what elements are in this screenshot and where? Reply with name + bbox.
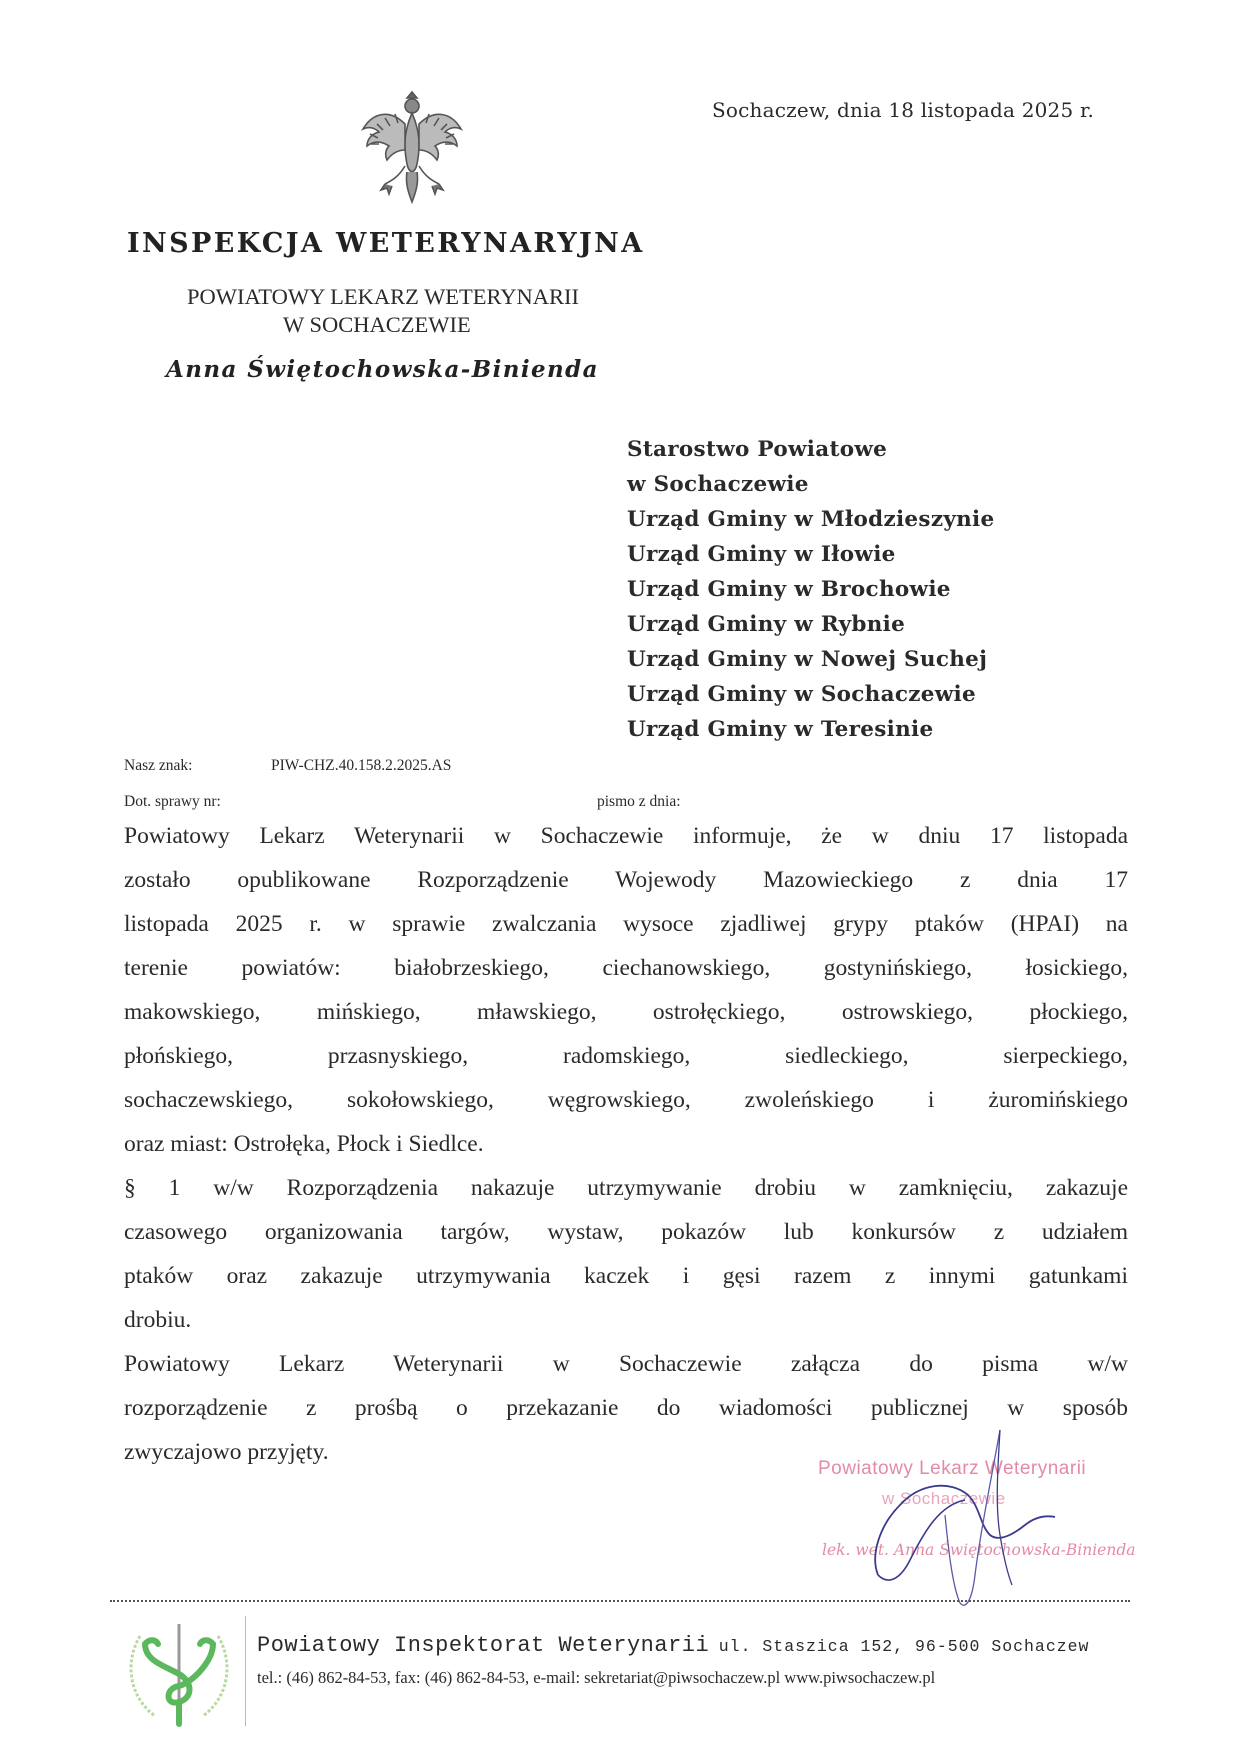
- recipient: Urząd Gminy w Sochaczewie: [627, 682, 976, 707]
- body-line: zwyczajowo przyjęty.: [124, 1439, 329, 1465]
- recipient: Urząd Gminy w Nowej Suchej: [627, 647, 988, 672]
- organization-subtitle-line1: POWIATOWY LEKARZ WETERYNARII: [187, 284, 580, 309]
- caduceus-logo-icon: [120, 1616, 238, 1728]
- organization-subtitle-line2: W SOCHACZEWIE: [283, 312, 471, 337]
- stamp-line-1: Powiatowy Lekarz Weterynarii: [818, 1458, 1087, 1479]
- handwritten-signature-icon: [840, 1425, 1100, 1610]
- body-line: Powiatowy Lekarz Weterynarii w Sochaczewie informuje, że w dniu 17 listopada: [124, 823, 1128, 849]
- recipient: Urząd Gminy w Iłowie: [627, 542, 896, 567]
- recipient: Urząd Gminy w Rybnie: [627, 612, 906, 637]
- our-reference-label: Nasz znak:: [124, 757, 193, 774]
- body-line: § 1 w/w Rozporządzenia nakazuje utrzymywanie drobiu w zamknięciu, zakazuje: [124, 1175, 1128, 1201]
- recipient: Urząd Gminy w Brochowie: [627, 577, 951, 602]
- body-line: Powiatowy Lekarz Weterynarii w Sochaczewie załącza do pisma w/w: [124, 1351, 1128, 1377]
- place-date: Sochaczew, dnia 18 listopada 2025 r.: [712, 98, 1095, 122]
- recipient: Urząd Gminy w Młodzieszynie: [627, 507, 995, 532]
- recipient: Urząd Gminy w Teresinie: [627, 717, 934, 742]
- stamp-line-2: w Sochaczewie: [882, 1489, 1006, 1508]
- organization-title: INSPEKCJA WETERYNARYJNA: [127, 228, 645, 259]
- case-number-label: Dot. sprawy nr:: [124, 793, 221, 810]
- footer-contact: tel.: (46) 862-84-53, fax: (46) 862-84-53, e-mail: sekretariat@piwsochaczew.pl www.piwsochaczew.pl: [257, 1668, 936, 1687]
- body-line: makowskiego, mińskiego, mławskiego, ostrołęckiego, ostrowskiego, płockiego,: [124, 999, 1128, 1025]
- stamp-line-3: lek. wet. Anna Świętochowska-Binienda: [822, 1541, 1136, 1559]
- footer-institution: Powiatowy Inspektorat Weterynarii: [257, 1633, 710, 1658]
- recipient: Starostwo Powiatowe: [627, 437, 888, 462]
- footer-separator: [245, 1616, 246, 1726]
- body-line: oraz miast: Ostrołęka, Płock i Siedlce.: [124, 1131, 484, 1157]
- head-name: Anna Świętochowska-Binienda: [166, 356, 599, 383]
- body-line: zostało opublikowane Rozporządzenie Wojewody Mazowieckiego z dnia 17: [124, 867, 1128, 893]
- body-line: płońskiego, przasnyskiego, radomskiego, siedleckiego, sierpeckiego,: [124, 1043, 1128, 1069]
- body-line: drobiu.: [124, 1307, 192, 1333]
- footer-address-line: [257, 1633, 1089, 1658]
- body-paragraph-1: [124, 814, 1128, 1166]
- body-paragraph-2: [124, 1166, 1128, 1342]
- recipient: w Sochaczewie: [627, 472, 809, 497]
- body-line: rozporządzenie z prośbą o przekazanie do wiadomości publicznej w sposób: [124, 1395, 1128, 1421]
- body-line: czasowego organizowania targów, wystaw, pokazów lub konkursów z udziałem: [124, 1219, 1128, 1245]
- our-reference-value: PIW-CHZ.40.158.2.2025.AS: [271, 757, 452, 774]
- letter-date-label: pismo z dnia:: [597, 793, 681, 810]
- body-line: terenie powiatów: białobrzeskiego, ciechanowskiego, gostynińskiego, łosickiego,: [124, 955, 1128, 981]
- body-line: sochaczewskiego, sokołowskiego, węgrowskiego, zwoleńskiego i żuromińskiego: [124, 1087, 1128, 1113]
- footer-address: ul. Staszica 152, 96-500 Sochaczew: [718, 1637, 1090, 1656]
- body-line: listopada 2025 r. w sprawie zwalczania wysoce zjadliwej grypy ptaków (HPAI) na: [124, 911, 1128, 937]
- footer-divider: [110, 1600, 1130, 1602]
- recipients-list: [627, 432, 995, 747]
- body-line: ptaków oraz zakazuje utrzymywania kaczek i gęsi razem z innymi gatunkami: [124, 1263, 1128, 1289]
- eagle-emblem-icon: [355, 84, 470, 209]
